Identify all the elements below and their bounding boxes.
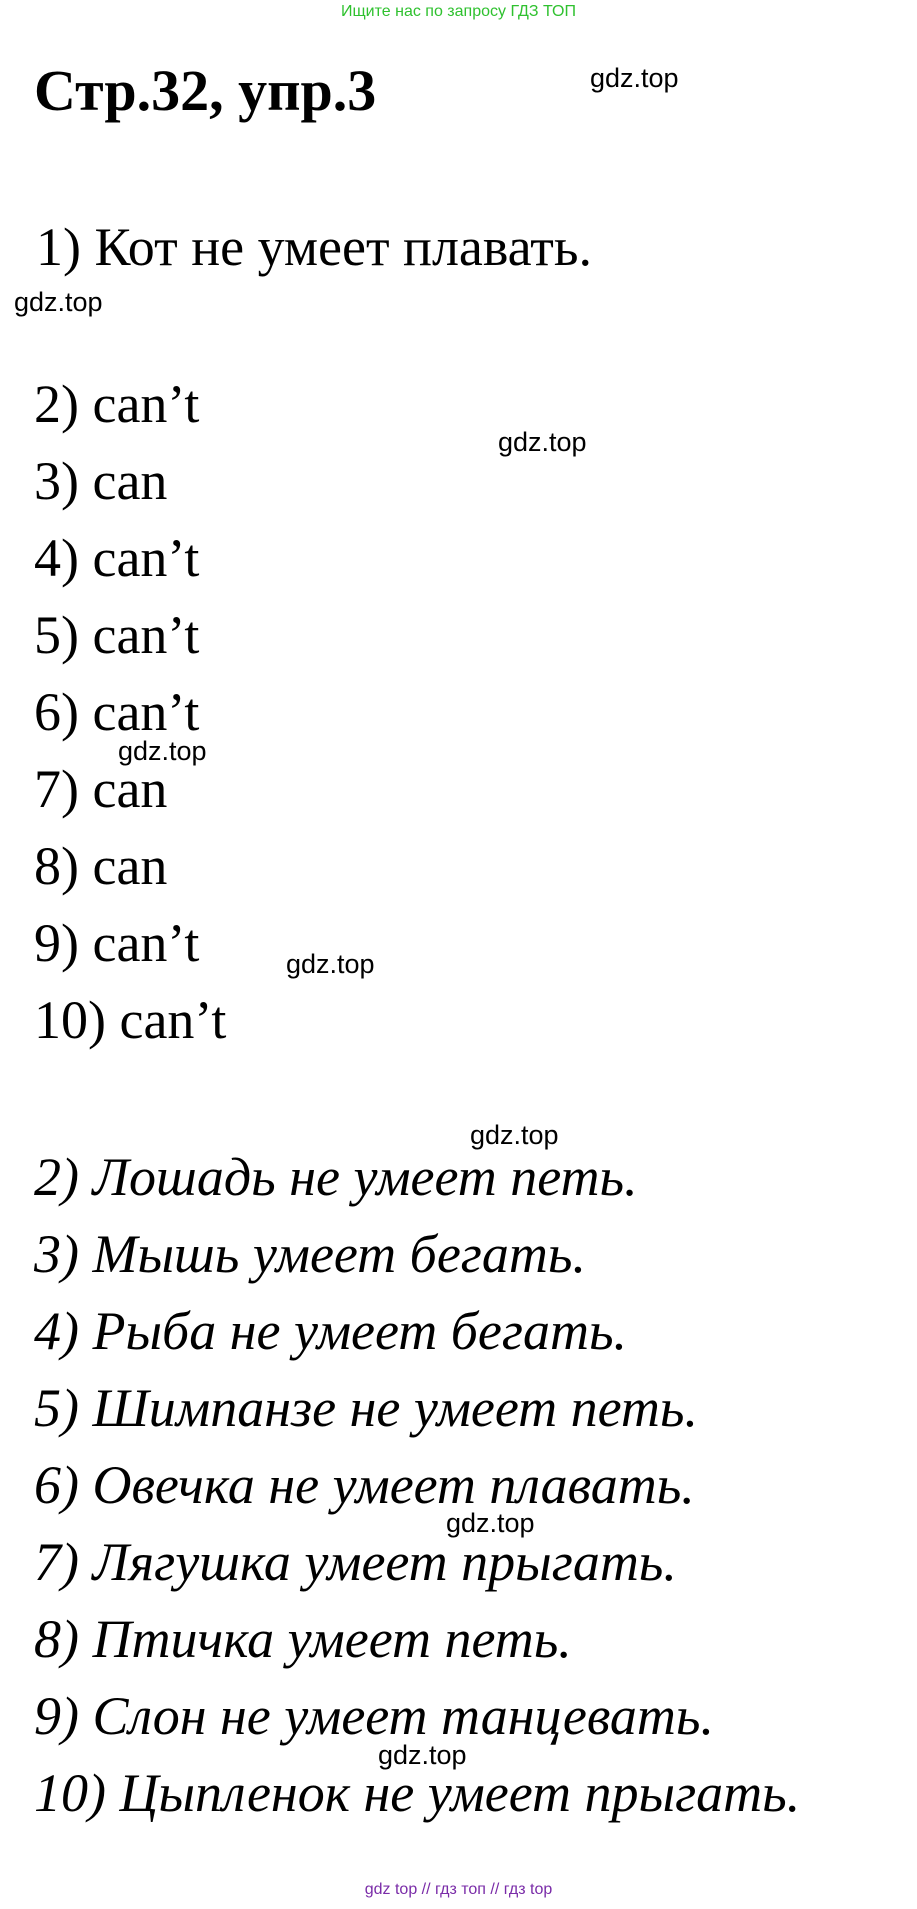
watermark: gdz.top xyxy=(590,63,679,93)
watermark: gdz.top xyxy=(14,287,103,317)
short-answer-9: 9) can’t xyxy=(34,913,200,973)
short-answer-10: 10) can’t xyxy=(34,990,227,1050)
short-answer-6: 6) can’t xyxy=(34,682,200,742)
watermark: gdz.top xyxy=(378,1740,467,1770)
translation-4: 4) Рыба не умеет бегать. xyxy=(34,1301,628,1361)
translation-10: 10) Цыпленок не умеет прыгать. xyxy=(34,1763,801,1823)
footer-link-gdz-top-mixed[interactable]: гдз top xyxy=(503,1881,553,1898)
watermark: gdz.top xyxy=(118,736,207,766)
short-answer-4: 4) can’t xyxy=(34,528,200,588)
footer-separator: // xyxy=(490,1881,504,1898)
short-answer-2: 2) can’t xyxy=(34,374,200,434)
short-answer-7: 7) can xyxy=(34,759,168,819)
translation-8: 8) Птичка умеет петь. xyxy=(34,1609,572,1669)
translation-2: 2) Лошадь не умеет петь. xyxy=(34,1147,638,1207)
footer-separator: // xyxy=(421,1881,436,1898)
page-title: Стр.32, упр.3 xyxy=(34,58,377,123)
short-answer-3: 3) can xyxy=(34,451,168,511)
watermark: gdz.top xyxy=(286,949,375,979)
watermark: gdz.top xyxy=(498,427,587,457)
watermark: gdz.top xyxy=(446,1508,535,1538)
footer-link-gdz-top-ru[interactable]: гдз топ xyxy=(435,1881,486,1898)
translation-5: 5) Шимпанзе не умеет петь. xyxy=(34,1378,698,1438)
translation-9: 9) Слон не умеет танцевать. xyxy=(34,1686,714,1746)
footer-links xyxy=(0,1880,917,1900)
answer-line-1: 1) Кот не умеет плавать. xyxy=(36,217,592,277)
translation-6: 6) Овечка не умеет плавать. xyxy=(34,1455,695,1515)
watermark: gdz.top xyxy=(470,1120,559,1150)
short-answer-8: 8) can xyxy=(34,836,168,896)
translation-7: 7) Лягушка умеет прыгать. xyxy=(34,1532,677,1592)
short-answer-5: 5) can’t xyxy=(34,605,200,665)
footer-link-gdz-top[interactable]: gdz top xyxy=(364,1881,418,1898)
translation-3: 3) Мышь умеет бегать. xyxy=(34,1224,586,1284)
top-banner: Ищите нас по запросу ГДЗ ТОП xyxy=(341,3,576,20)
